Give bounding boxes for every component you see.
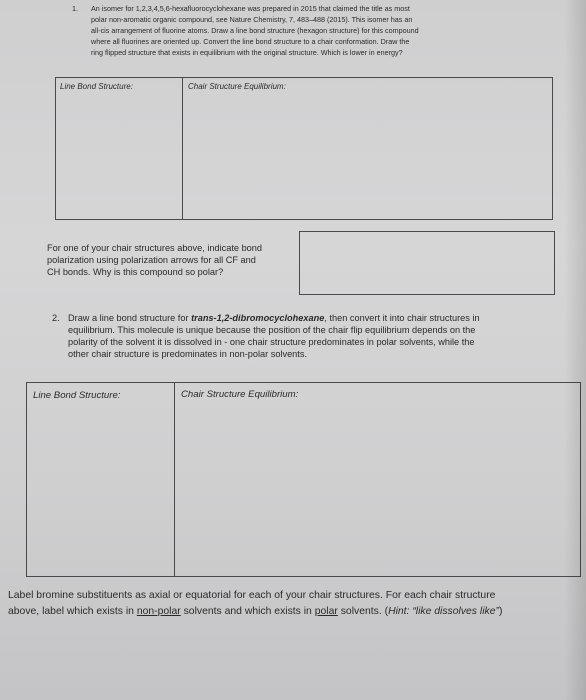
q2-line-4: other chair structure is predominates in non-polar solvents.	[68, 349, 307, 359]
q1-answer-box	[299, 231, 555, 295]
page-edge-shadow	[564, 0, 586, 700]
q1-drawing-box	[55, 77, 553, 220]
q2-number: 2.	[52, 313, 60, 323]
q1-line-4: where all fluorines are oriented up. Convert the line bond structure to a chair conformation. Draw the	[91, 37, 410, 46]
q1-number: 1.	[72, 4, 78, 13]
q3-line-1: Label bromine substituents as axial or equatorial for each of your chair structures. For each chair structure	[8, 590, 496, 601]
q2-line-bond-label: Line Bond Structure:	[33, 390, 121, 401]
q2-line-2: equilibrium. This molecule is unique because the position of the chair flip equilibrium depends on the	[68, 325, 476, 335]
q2-box-divider	[174, 382, 175, 576]
q1-chair-label: Chair Structure Equilibrium:	[188, 82, 286, 91]
q1-polar-line-2: polarization using polarization arrows for all CF and	[47, 255, 256, 265]
q2-chair-label: Chair Structure Equilibrium:	[181, 389, 299, 400]
q1-box-divider	[182, 77, 183, 219]
q2-line-3: polarity of the solvent it is dissolved in - one chair structure predominates in polar solvents, while the	[68, 337, 475, 347]
q1-line-bond-label: Line Bond Structure:	[60, 82, 133, 91]
q1-polar-line-1: For one of your chair structures above, indicate bond	[47, 243, 263, 253]
q1-line-2: polar non-aromatic organic compound, see Nature Chemistry, 7, 483–488 (2015). This isomer has an	[91, 15, 413, 24]
q2-drawing-box	[26, 382, 581, 577]
q1-line-5: ring flipped structure that exists in equilibrium with the original structure. Which is lower in energy?	[91, 48, 403, 57]
q1-polar-line-3: CH bonds. Why is this compound so polar?	[47, 267, 224, 277]
q1-line-3: all-cis arrangement of fluorine atoms. Draw a line bond structure (hexagon structure) for this compound	[91, 26, 419, 35]
q3-line-2: above, label which exists in non-polar solvents and which exists in polar solvents. (Hint: “like dissolves like”)	[8, 606, 503, 617]
q1-line-1: An isomer for 1,2,3,4,5,6-hexafluorocyclohexane was prepared in 2015 that claimed the title as most	[91, 4, 410, 13]
q2-line-1: Draw a line bond structure for trans-1,2-dibromocyclohexane, then convert it into chair structures in	[68, 313, 480, 323]
